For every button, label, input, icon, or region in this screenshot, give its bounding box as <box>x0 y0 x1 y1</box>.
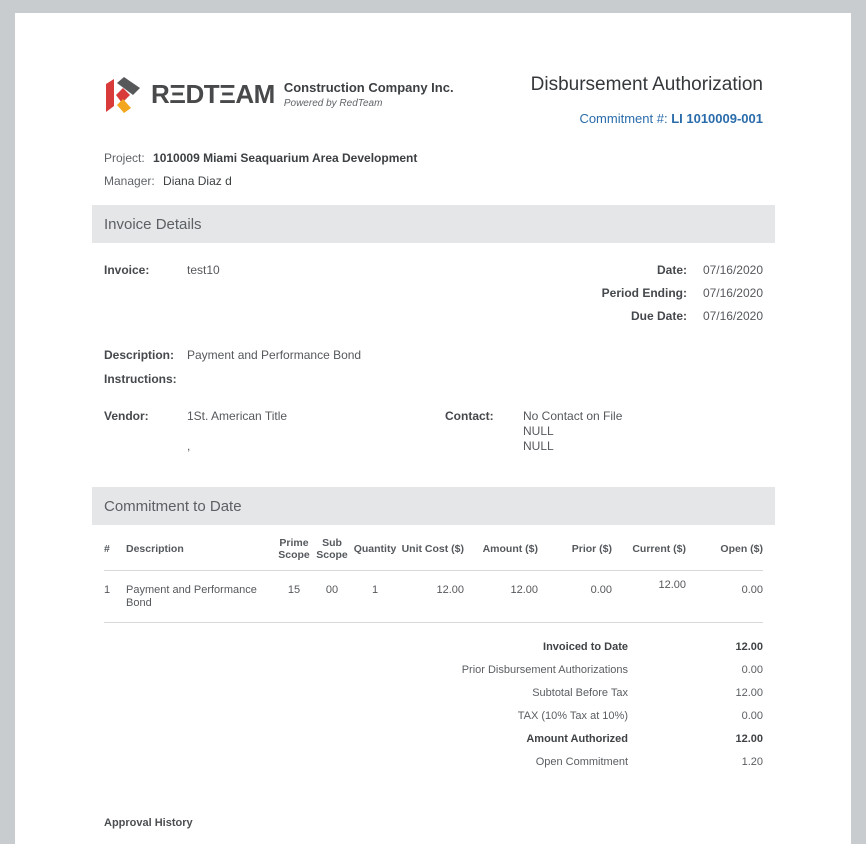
col-amount: Amount ($) <box>464 525 538 571</box>
commitment-number-line <box>531 111 763 126</box>
total-value: 0.00 <box>741 664 763 676</box>
invoice-dates <box>602 263 763 332</box>
invoice-details-section-header: Invoice Details <box>92 205 775 243</box>
period-ending-row <box>602 286 763 301</box>
approval-history-title: Approval History <box>104 817 193 829</box>
vendor-name: 1St. American Title <box>187 409 288 423</box>
total-label: Prior Disbursement Authorizations <box>461 664 628 676</box>
project-value: 1010009 Miami Seaquarium Area Development <box>153 151 418 165</box>
cell-unit-cost: 12.00 <box>400 571 464 623</box>
vendor-field <box>104 409 187 454</box>
date-row <box>602 263 763 278</box>
manager-label: Manager: <box>104 174 155 188</box>
commitment-number-value: LI 1010009-001 <box>671 111 763 126</box>
contact-label: Contact: <box>445 409 494 423</box>
total-subtotal-before-tax <box>92 682 775 705</box>
contact-value <box>523 409 622 454</box>
commitment-section-header: Commitment to Date <box>92 487 775 525</box>
col-number: # <box>104 525 126 571</box>
project-meta <box>92 151 775 188</box>
title-block <box>531 73 763 126</box>
manager-value: Diana Diaz d <box>163 174 232 188</box>
contact-line: No Contact on File <box>523 409 623 423</box>
total-value: 12.00 <box>735 733 763 745</box>
total-open-commitment <box>92 751 775 774</box>
col-description: Description <box>126 525 274 571</box>
table-header-row <box>104 525 763 571</box>
totals-block <box>92 636 775 774</box>
vendor-label: Vendor: <box>104 409 149 423</box>
project-line <box>104 151 763 165</box>
document-header <box>104 73 763 126</box>
cell-amount: 12.00 <box>464 571 538 623</box>
invoice-field <box>104 263 220 332</box>
manager-line <box>104 174 763 188</box>
total-value: 12.00 <box>735 687 763 699</box>
company-name: Construction Company Inc. <box>283 80 454 95</box>
document-page <box>15 13 851 844</box>
vendor-address-gap <box>187 424 445 439</box>
due-date-value: 07/16/2020 <box>702 309 763 323</box>
description-label: Description: <box>104 348 175 362</box>
total-label: Subtotal Before Tax <box>532 687 628 699</box>
redteam-logo-icon <box>104 75 144 113</box>
document-title: Disbursement Authorization <box>530 74 763 95</box>
contact-line: NULL <box>523 424 554 438</box>
due-date-label: Due Date: <box>630 309 687 323</box>
col-quantity: Quantity <box>350 525 400 571</box>
cell-prior: 0.00 <box>538 571 612 623</box>
cell-sub-scope: 00 <box>314 571 350 623</box>
col-sub-scope: Sub Scope <box>314 525 350 571</box>
total-prior-disbursements <box>92 659 775 682</box>
invoice-value: test10 <box>187 263 220 277</box>
total-amount-authorized <box>92 728 775 751</box>
cell-open: 0.00 <box>686 571 763 623</box>
date-value: 07/16/2020 <box>702 263 763 277</box>
total-value: 12.00 <box>735 641 763 653</box>
instructions-label: Instructions: <box>104 372 177 386</box>
commitment-table <box>104 525 763 623</box>
col-prior: Prior ($) <box>538 525 612 571</box>
instructions-field <box>104 372 763 387</box>
total-invoiced-to-date <box>92 636 775 659</box>
vendor-address-line: , <box>187 439 191 453</box>
commitment-number-label: Commitment #: <box>579 111 668 126</box>
col-current: Current ($) <box>612 525 686 571</box>
company-block <box>284 80 454 109</box>
cell-prime-scope: 15 <box>274 571 314 623</box>
total-tax <box>92 705 775 728</box>
invoice-label: Invoice: <box>104 263 150 277</box>
redteam-wordmark: RΞDTΞAM <box>151 79 275 109</box>
due-date-row <box>602 309 763 324</box>
total-value: 0.00 <box>741 710 763 722</box>
description-field <box>104 348 763 363</box>
date-label: Date: <box>656 263 687 277</box>
description-value: Payment and Performance Bond <box>187 348 362 362</box>
cell-number: 1 <box>104 571 126 623</box>
total-label: Amount Authorized <box>526 733 628 745</box>
project-label: Project: <box>104 151 145 165</box>
vendor-contact-row <box>92 409 775 454</box>
cell-quantity: 1 <box>350 571 400 623</box>
brand-block <box>104 73 454 126</box>
cell-current: 12.00 <box>612 571 686 623</box>
total-value: 1.20 <box>741 756 763 768</box>
col-prime-scope: Prime Scope <box>274 525 314 571</box>
description-block <box>92 348 775 387</box>
cell-description: Payment and Performance Bond <box>126 571 274 623</box>
total-label: Invoiced to Date <box>543 641 628 653</box>
vendor-value <box>187 409 445 454</box>
invoice-number-row <box>92 263 775 332</box>
table-row <box>104 571 763 623</box>
period-ending-label: Period Ending: <box>601 286 687 300</box>
col-unit-cost: Unit Cost ($) <box>400 525 464 571</box>
powered-by-tagline: Powered by RedTeam <box>283 98 383 109</box>
total-label: Open Commitment <box>535 756 628 768</box>
contact-line: NULL <box>523 439 554 453</box>
total-label: TAX (10% Tax at 10%) <box>517 710 628 722</box>
col-open: Open ($) <box>686 525 763 571</box>
period-ending-value: 07/16/2020 <box>702 286 763 300</box>
